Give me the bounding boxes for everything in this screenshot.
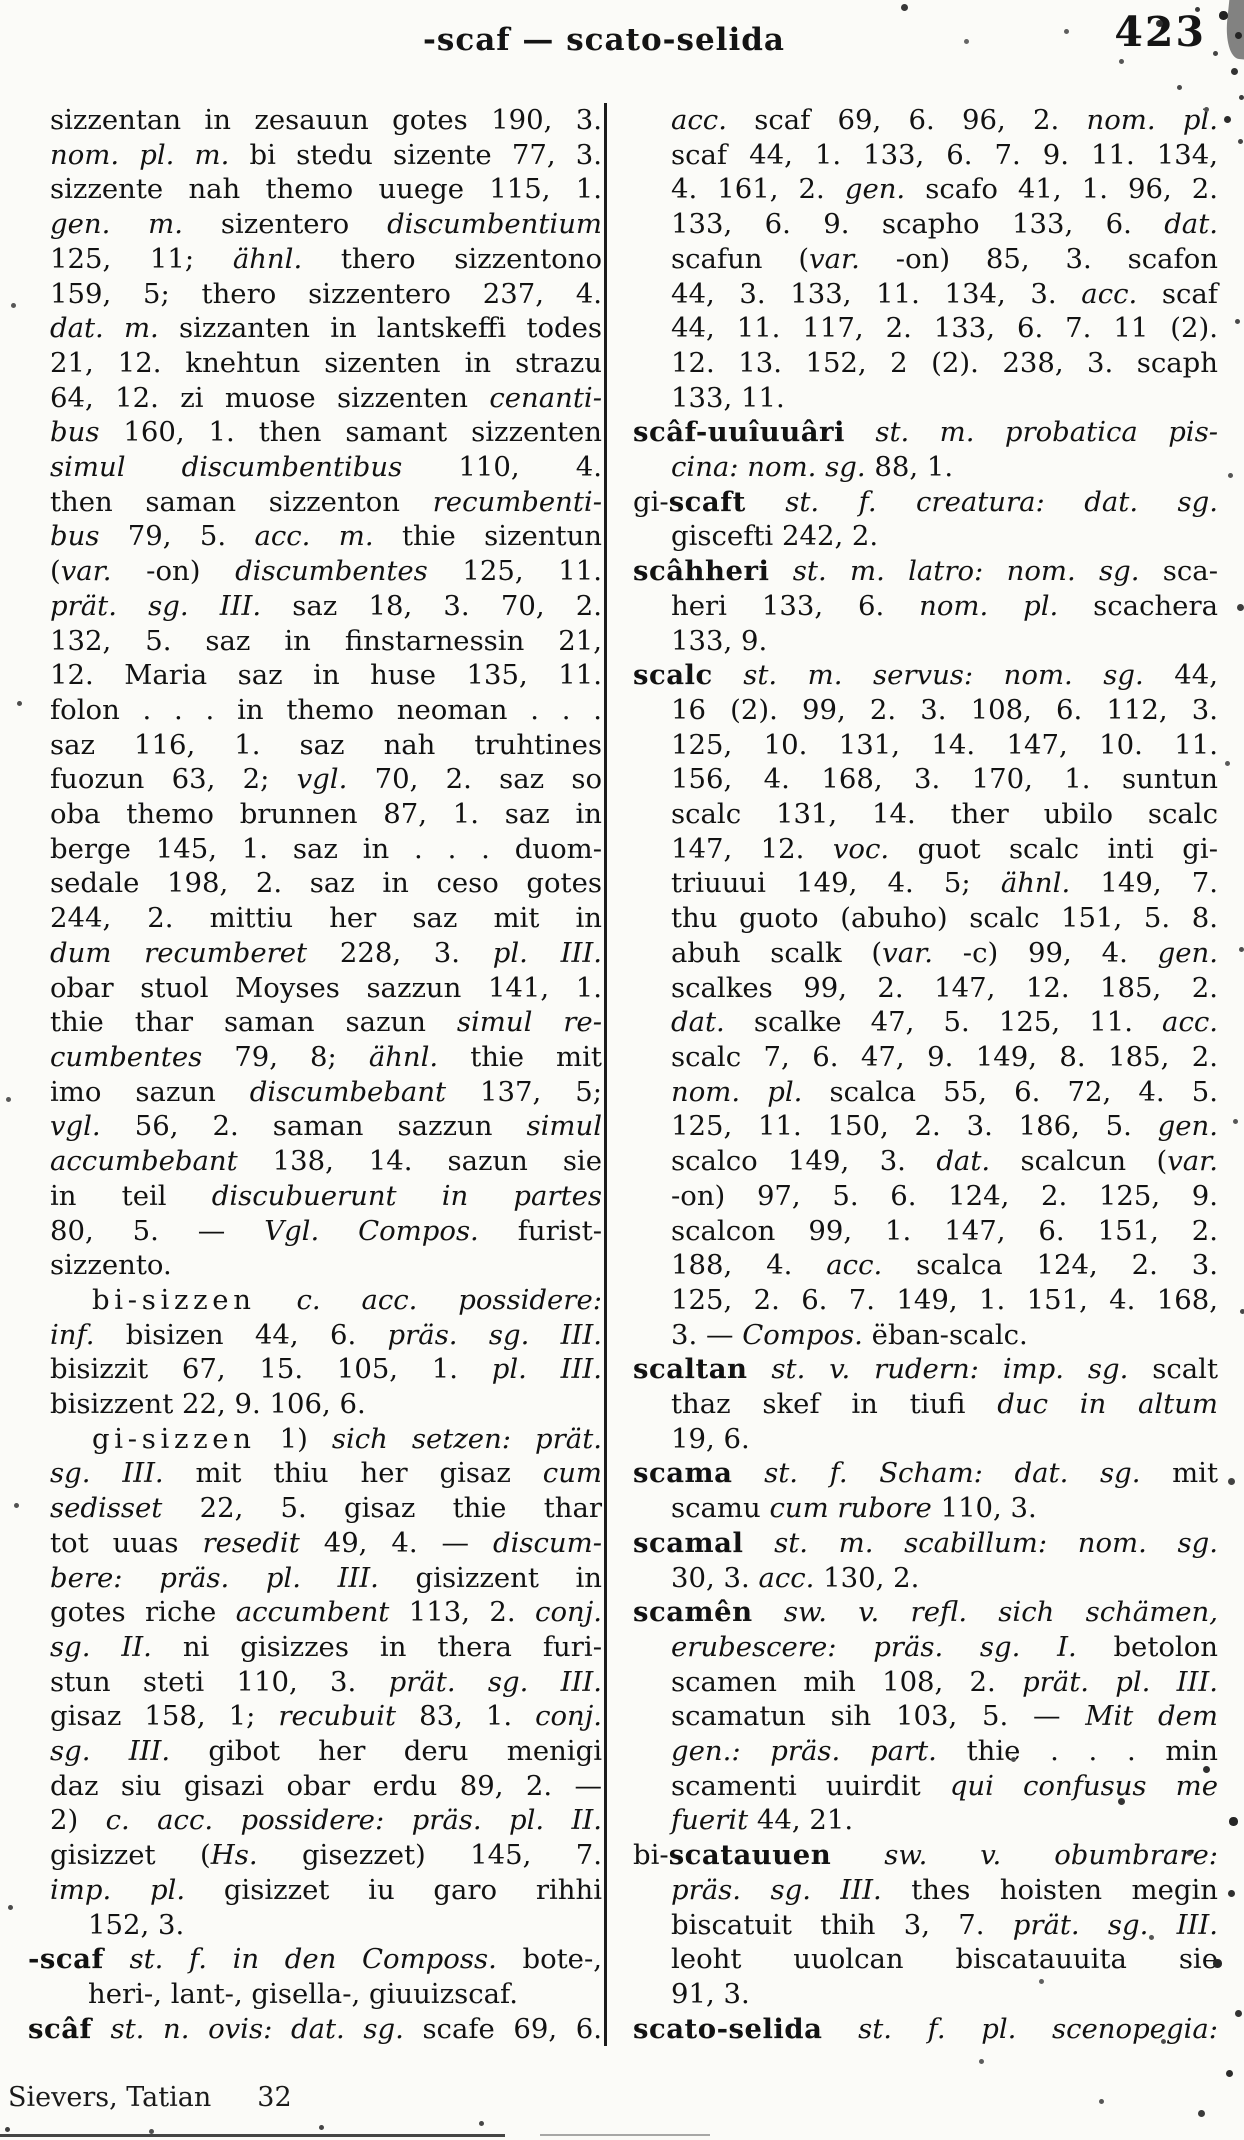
text-line: scamenti uuirdit qui confusus me	[671, 1769, 1218, 1802]
text-columns	[28, 103, 1218, 2046]
text-line: scama st. f. Scham: dat. sg. mit	[633, 1457, 1218, 1490]
text-line: 244, 2. mittiu her saz mit in	[50, 902, 602, 935]
text-line: 30, 3. acc. 130, 2.	[671, 1561, 920, 1594]
text-line: then saman sizzenton recumbenti-	[50, 485, 602, 518]
text-line: cumbentes 79, 8; ähnl. thie mit	[50, 1040, 602, 1073]
text-line: heri-, lant-, gisella-, giuuizscaf.	[88, 1977, 518, 2010]
text-line: nom. pl. scalca 55, 6. 72, 4. 5.	[671, 1075, 1219, 1108]
text-line: scâf-uuîuuâri st. m. probatica pis-	[633, 416, 1218, 449]
text-line: prät. sg. III. saz 18, 3. 70, 2.	[50, 589, 602, 622]
text-line: thaz skef in tiufi duc in altum	[671, 1388, 1218, 1421]
footer-signature: Sievers, Tatian	[8, 2082, 212, 2113]
text-line: 156, 4. 168, 3. 170, 1. suntun	[671, 763, 1218, 796]
text-line: scamatun sih 103, 5. — Mit dem	[671, 1700, 1219, 1733]
text-line: scafun (var. -on) 85, 3. scafon	[671, 242, 1218, 275]
text-line: abuh scalk (var. -c) 99, 4. gen.	[671, 936, 1218, 969]
text-line: 2) c. acc. possidere: präs. pl. II.	[50, 1804, 602, 1837]
text-line: nom. pl. m. bi stedu sizente 77, 3.	[50, 138, 603, 171]
text-line: dat. m. sizzanten in lantskeffi todes	[50, 312, 602, 345]
text-line: 44, 11. 117, 2. 133, 6. 7. 11 (2).	[671, 312, 1218, 345]
text-line: 125, 2. 6. 7. 149, 1. 151, 4. 168,	[671, 1283, 1218, 1316]
text-line: bi-sizzen c. acc. possidere:	[92, 1283, 602, 1316]
text-line: gi-sizzen 1) sich setzen: prät.	[92, 1422, 602, 1455]
text-line: gisaz 158, 1; recubuit 83, 1. conj.	[50, 1700, 602, 1733]
text-line: imp. pl. gisizzet iu garo rihhi	[50, 1873, 602, 1906]
text-line: 12. 13. 152, 2 (2). 238, 3. scaph	[671, 346, 1218, 379]
text-line: 3. — Compos. ëban-scalc.	[671, 1318, 1028, 1351]
text-line: sizzente nah themo uuege 115, 1.	[50, 173, 602, 206]
text-line: gisizzet (Hs. gisezzet) 145, 7.	[50, 1839, 602, 1872]
text-line: tot uuas resedit 49, 4. — discum-	[50, 1526, 602, 1559]
text-line: stun steti 110, 3. prät. sg. III.	[50, 1665, 602, 1698]
column-left	[28, 103, 602, 2046]
text-line: bus 79, 5. acc. m. thie sizentun	[50, 520, 603, 553]
text-line: scâhheri st. m. latro: nom. sg. sca-	[633, 555, 1218, 588]
text-line: berge 145, 1. saz in . . . duom-	[50, 832, 602, 865]
text-line: saz 116, 1. saz nah truhtines	[50, 728, 602, 761]
text-line: fuozun 63, 2; vgl. 70, 2. saz so	[50, 763, 603, 796]
text-line: sizzentan in zesauun gotes 190, 3.	[50, 104, 602, 136]
text-line: vgl. 56, 2. saman sazzun simul	[50, 1110, 602, 1143]
text-line: scamen mih 108, 2. prät. pl. III.	[671, 1665, 1218, 1698]
page-footer	[8, 2082, 292, 2113]
text-line: obar stuol Moyses sazzun 141, 1.	[50, 971, 602, 1004]
text-line: sizzento.	[50, 1249, 172, 1282]
text-line: dat. scalke 47, 5. 125, 11. acc.	[671, 1006, 1218, 1039]
text-line: scalco 149, 3. dat. scalcun (var.	[671, 1145, 1218, 1178]
text-line: cina: nom. sg. 88, 1.	[671, 451, 954, 484]
scan-edge-line	[0, 2134, 505, 2137]
text-line: scalc 7, 6. 47, 9. 149, 8. 185, 2.	[671, 1040, 1218, 1073]
text-line: bisizzit 67, 15. 105, 1. pl. III.	[50, 1353, 602, 1386]
text-line: bere: präs. pl. III. gisizzent in	[50, 1561, 603, 1594]
text-line: simul discumbentibus 110, 4.	[50, 451, 603, 484]
text-line: scaf 44, 1. 133, 6. 7. 9. 11. 134,	[671, 138, 1218, 171]
text-line: 21, 12. knehtun sizenten in strazu	[50, 346, 602, 379]
text-line: 159, 5; thero sizzentero 237, 4.	[50, 277, 602, 310]
text-line: sg. III. gibot her deru menigi	[50, 1735, 603, 1768]
text-line: scalcon 99, 1. 147, 6. 151, 2.	[671, 1214, 1218, 1247]
text-line: 125, 11; ähnl. thero sizzentono	[50, 242, 602, 275]
text-line: triuuui 149, 4. 5; ähnl. 149, 7.	[671, 867, 1218, 900]
text-line: sedale 198, 2. saz in ceso gotes	[50, 867, 602, 900]
text-line: bi-scatauuen sw. v. obumbrare:	[633, 1839, 1219, 1872]
text-line: gen.: präs. part. thie . . . min	[671, 1735, 1219, 1768]
text-line: scaltan st. v. rudern: imp. sg. scalt	[633, 1353, 1219, 1386]
text-line: gi-scaft st. f. creatura: dat. sg.	[633, 485, 1218, 518]
text-line: sedisset 22, 5. gisaz thie thar	[50, 1492, 602, 1525]
text-line: scalc st. m. servus: nom. sg. 44,	[633, 659, 1218, 692]
text-line: 188, 4. acc. scalca 124, 2. 3.	[671, 1249, 1218, 1282]
text-line: fuerit 44, 21.	[671, 1804, 854, 1837]
text-line: leoht uuolcan biscatauuita sie	[671, 1943, 1218, 1976]
text-line: 19, 6.	[671, 1422, 750, 1455]
header-title: -scaf — scato-selida	[423, 22, 785, 58]
text-line: 12. Maria saz in huse 135, 11.	[50, 659, 602, 692]
text-line: bisizzent 22, 9. 106, 6.	[50, 1388, 366, 1421]
text-line: bus 160, 1. then samant sizzenten	[50, 416, 602, 449]
scan-corner-smudge	[1223, 0, 1244, 60]
text-line: scamên sw. v. refl. sich schämen,	[633, 1596, 1219, 1629]
text-line: 64, 12. zi muose sizzenten cenanti-	[50, 381, 602, 414]
text-line: inf. bisizen 44, 6. präs. sg. III.	[50, 1318, 602, 1351]
text-line: 133, 11.	[671, 381, 785, 414]
text-line: daz siu gisazi obar erdu 89, 2. —	[50, 1769, 602, 1802]
scan-edge-line-2	[540, 2134, 710, 2136]
text-line: biscatuit thih 3, 7. prät. sg. III.	[671, 1908, 1218, 1941]
footer-sheet-number: 32	[257, 2082, 292, 2113]
text-line: 133, 6. 9. scapho 133, 6. dat.	[671, 208, 1218, 241]
text-line: scamu cum rubore 110, 3.	[671, 1492, 1037, 1525]
scan-noise-left-edge	[0, 0, 3, 3]
text-line: scâf st. n. ovis: dat. sg. scafe 69, 6.	[28, 2012, 602, 2045]
text-line: gen. m. sizentero discumbentium	[50, 208, 602, 241]
text-line: dum recumberet 228, 3. pl. III.	[50, 936, 602, 969]
text-line: 132, 5. saz in finstarnessin 21,	[50, 624, 602, 657]
text-line: acc. scaf 69, 6. 96, 2. nom. pl.	[671, 104, 1218, 136]
text-line: giscefti 242, 2.	[671, 520, 879, 553]
text-line: 125, 10. 131, 14. 147, 10. 11.	[671, 728, 1218, 761]
text-line: 91, 3.	[671, 1977, 750, 2010]
text-line: scalc 131, 14. ther ubilo scalc	[671, 798, 1218, 831]
text-line: (var. -on) discumbentes 125, 11.	[50, 555, 602, 588]
text-line: 44, 3. 133, 11. 134, 3. acc. scaf	[671, 277, 1218, 310]
text-line: in teil discubuerunt in partes	[50, 1179, 602, 1212]
text-line: imo sazun discumbebant 137, 5;	[50, 1075, 602, 1108]
text-line: heri 133, 6. nom. pl. scachera	[671, 589, 1218, 622]
text-line: scato-selida st. f. pl. scenopegia:	[633, 2012, 1219, 2045]
text-line: präs. sg. III. thes hoisten megin	[671, 1873, 1218, 1906]
text-line: thu guoto (abuho) scalc 151, 5. 8.	[671, 902, 1218, 935]
text-line: 125, 11. 150, 2. 3. 186, 5. gen.	[671, 1110, 1218, 1143]
text-line: sg. III. mit thiu her gisaz cum	[50, 1457, 602, 1490]
text-line: folon . . . in themo neoman . . .	[50, 693, 602, 726]
text-line: scamal st. m. scabillum: nom. sg.	[633, 1526, 1218, 1559]
text-line: oba themo brunnen 87, 1. saz in	[50, 798, 602, 831]
text-line: 4. 161, 2. gen. scafo 41, 1. 96, 2.	[671, 173, 1218, 206]
text-line: 133, 9.	[671, 624, 768, 657]
text-line: -scaf st. f. in den Composs. bote-,	[28, 1943, 602, 1976]
text-line: accumbebant 138, 14. sazun sie	[50, 1145, 602, 1178]
text-line: sg. II. ni gisizzes in thera furi-	[50, 1630, 602, 1663]
text-line: erubescere: präs. sg. I. betolon	[671, 1630, 1218, 1663]
text-line: 16 (2). 99, 2. 3. 108, 6. 112, 3.	[671, 693, 1218, 726]
text-line: 80, 5. — Vgl. Compos. furist-	[50, 1214, 603, 1247]
page-number: 423	[1114, 8, 1206, 56]
column-right	[607, 103, 1218, 2046]
text-line: gotes riche accumbent 113, 2. conj.	[50, 1596, 602, 1629]
text-line: 147, 12. voc. guot scalc inti gi-	[671, 832, 1218, 865]
text-line: -on) 97, 5. 6. 124, 2. 125, 9.	[671, 1179, 1218, 1212]
text-line: thie thar saman sazun simul re-	[50, 1006, 602, 1039]
text-line: 152, 3.	[88, 1908, 185, 1941]
text-line: scalkes 99, 2. 147, 12. 185, 2.	[671, 971, 1218, 1004]
